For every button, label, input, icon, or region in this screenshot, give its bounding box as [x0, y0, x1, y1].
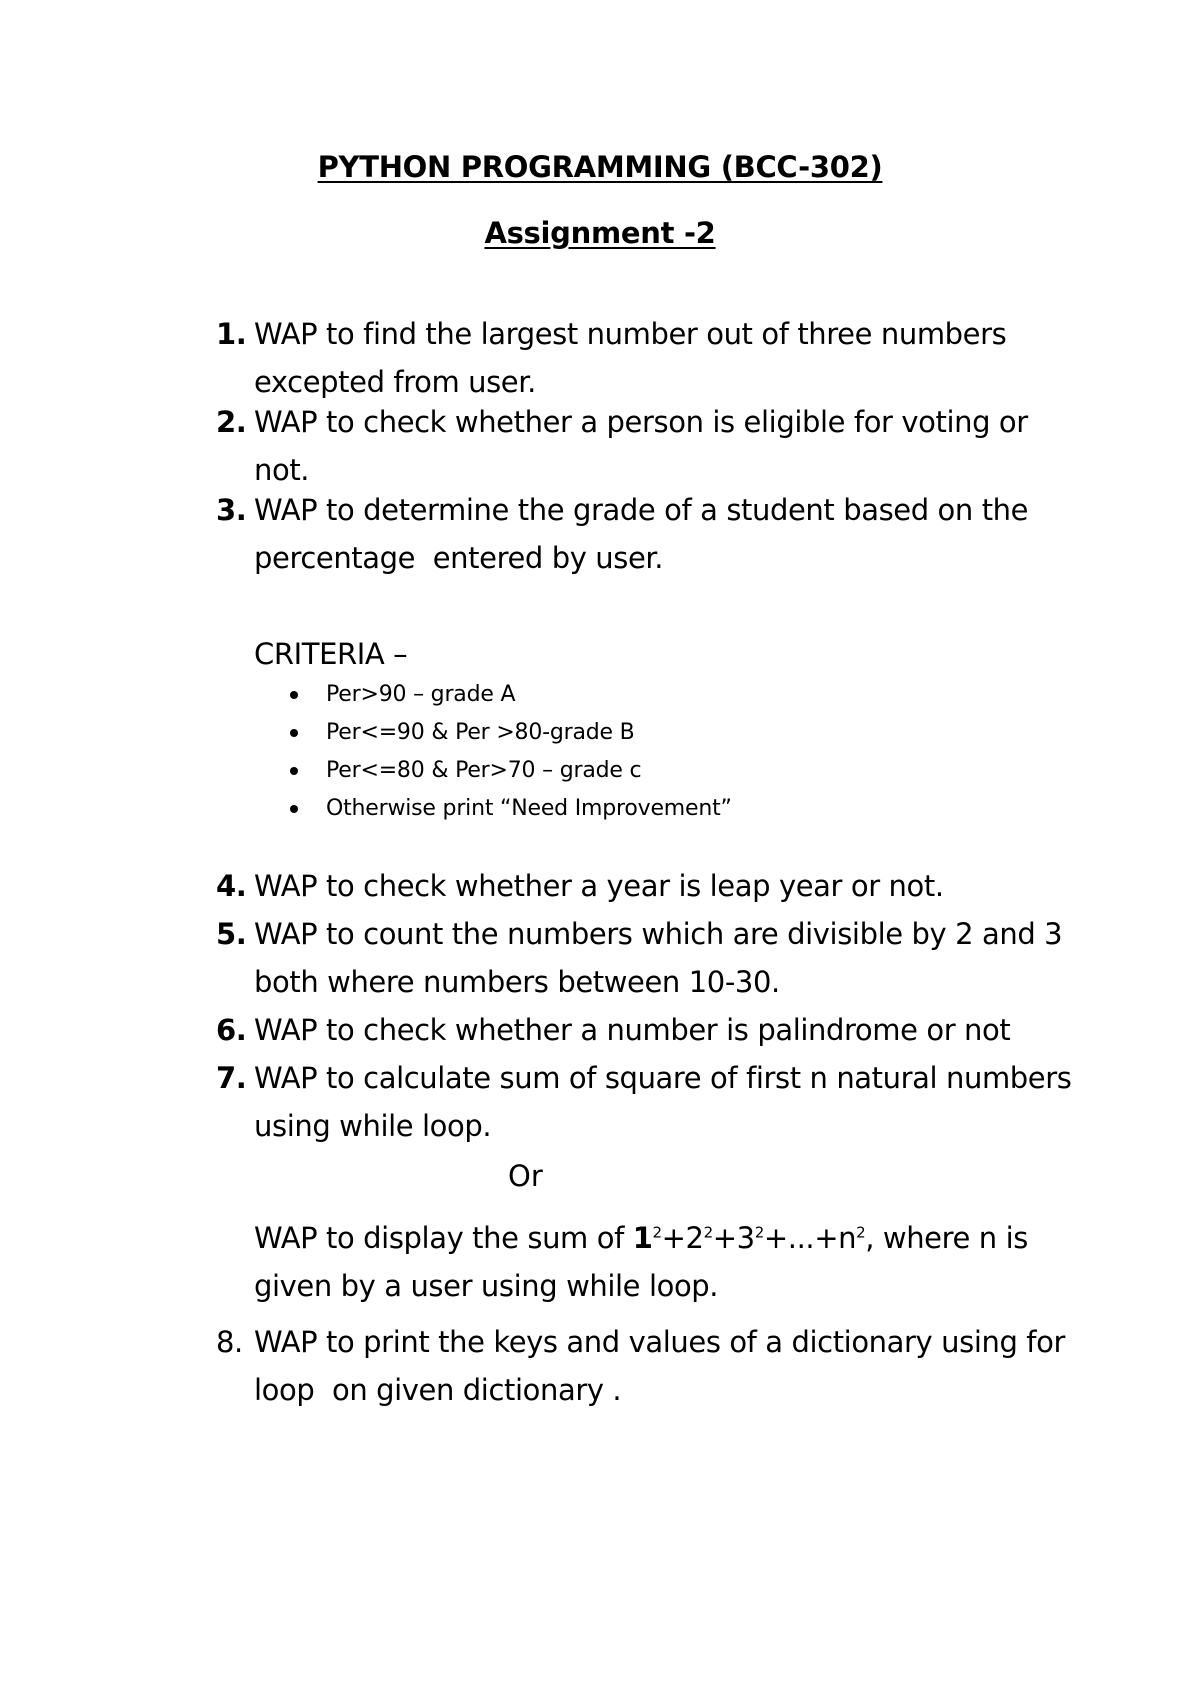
criteria-item: [290, 676, 732, 714]
alt-term: +...+n: [763, 1221, 857, 1255]
question-6: [216, 1006, 1076, 1054]
question-1: [216, 310, 1076, 406]
alt-term: +3: [712, 1221, 755, 1255]
bullet-icon: [290, 805, 298, 813]
criteria-item-text: Per>90 – grade A: [326, 682, 516, 707]
question-text: WAP to count the numbers which are divisible by 2 and 3 both where numbers between 10-30.: [254, 917, 1072, 999]
question-5: [216, 910, 1076, 1006]
alt-exponent: 2: [754, 1223, 764, 1242]
question-number: 2.: [216, 405, 247, 439]
alt-exponent: 2: [703, 1223, 713, 1242]
bullet-icon: [290, 691, 298, 699]
question-text: WAP to check whether a person is eligible for voting or not.: [254, 405, 1037, 487]
bullet-icon: [290, 767, 298, 775]
question-text: WAP to print the keys and values of a dictionary using for loop on given dictionary .: [254, 1325, 1074, 1407]
question-text: WAP to find the largest number out of three numbers excepted from user.: [254, 317, 1016, 399]
question-text: WAP to check whether a year is leap year or not.: [254, 869, 944, 903]
question-7: [216, 1054, 1090, 1150]
criteria-item: [290, 714, 732, 752]
criteria-item: [290, 790, 732, 828]
question-2: [216, 398, 1076, 494]
criteria-item-text: Otherwise print “Need Improvement”: [326, 796, 732, 821]
alt-exponent: 2: [856, 1223, 866, 1242]
question-number: 5.: [216, 917, 247, 951]
question-number: 8.: [216, 1325, 243, 1359]
criteria-item-text: Per<=80 & Per>70 – grade c: [326, 758, 642, 783]
question-number: 4.: [216, 869, 247, 903]
criteria-item-text: Per<=90 & Per >80-grade B: [326, 720, 635, 745]
question-text: WAP to calculate sum of square of first n natural numbers using while loop.: [254, 1061, 1090, 1143]
criteria-label: CRITERIA –: [254, 637, 408, 671]
question-7-alternative: [254, 1214, 1074, 1310]
or-separator: Or: [508, 1159, 543, 1193]
question-number: 6.: [216, 1013, 247, 1047]
document-title: PYTHON PROGRAMMING (BCC-302): [317, 150, 883, 184]
question-number: 1.: [216, 317, 247, 351]
question-8: [216, 1318, 1076, 1414]
alt-term: +2: [661, 1221, 704, 1255]
bullet-icon: [290, 729, 298, 737]
alt-base-1: 1: [632, 1221, 653, 1255]
alt-prefix: WAP to display the sum of: [254, 1221, 633, 1255]
question-number: 3.: [216, 493, 247, 527]
criteria-item: [290, 752, 732, 790]
question-4: [216, 862, 1076, 910]
question-text: WAP to determine the grade of a student based on the percentage entered by user.: [254, 493, 1037, 575]
question-text: WAP to check whether a number is palindrome or not: [254, 1013, 1011, 1047]
alt-suffix: , where n is given by a user using while loop.: [254, 1221, 1028, 1303]
alt-exponent: 2: [652, 1223, 662, 1242]
criteria-list: [290, 676, 732, 828]
question-3: [216, 486, 1076, 582]
document-subtitle: Assignment -2: [484, 216, 716, 250]
question-number: 7.: [216, 1061, 247, 1095]
